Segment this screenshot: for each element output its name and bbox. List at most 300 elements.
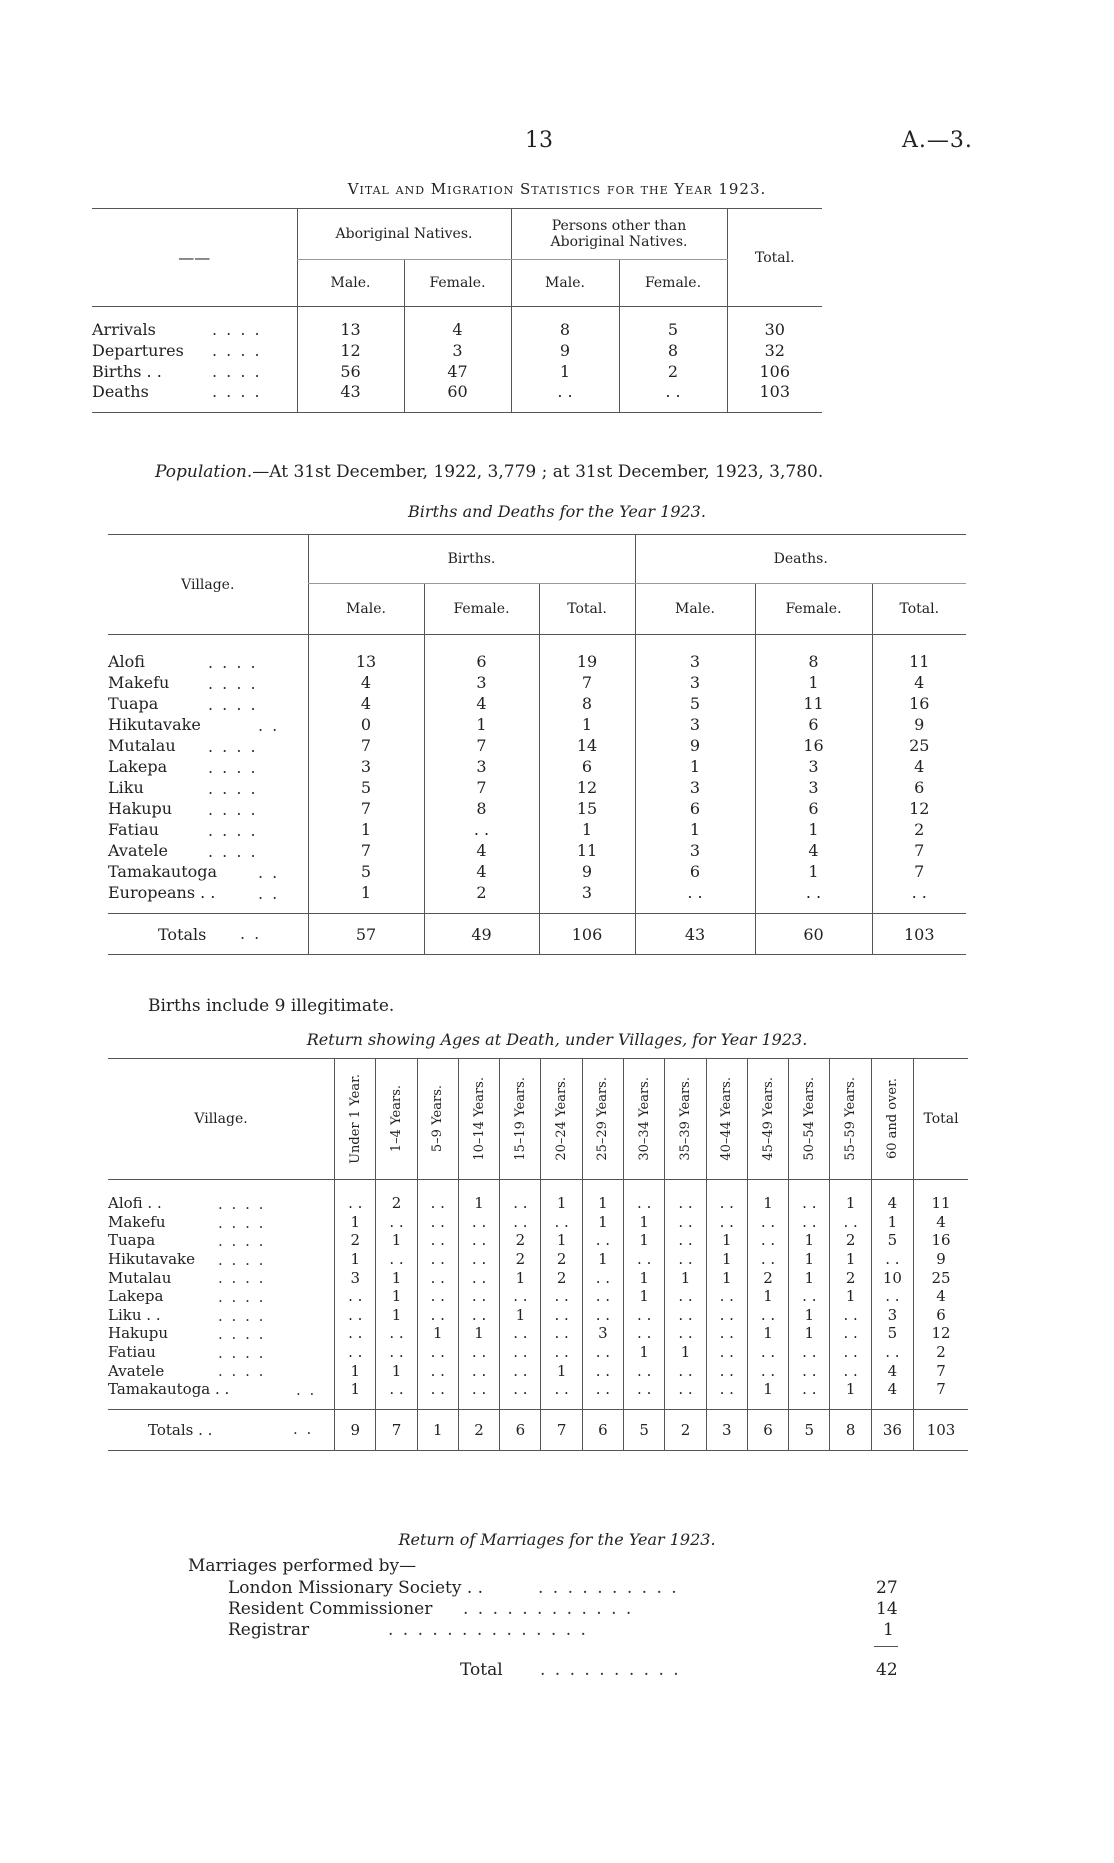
- table-cell: 1: [706, 1268, 747, 1287]
- table-cell: 6: [582, 1409, 623, 1450]
- table-cell: . .: [706, 1194, 747, 1213]
- table-cell: 25: [914, 1268, 968, 1287]
- table-cell: 1: [582, 1213, 623, 1232]
- ages-table: [108, 1058, 968, 1451]
- table-cell: . .: [747, 1231, 788, 1250]
- marriages-title: Return of Marriages for the Year 1923.: [398, 1530, 716, 1549]
- vital-other-male-header: Male.: [511, 260, 619, 307]
- table-cell: 1: [376, 1287, 417, 1306]
- totals-label: Totals . .: [148, 1420, 213, 1439]
- table-cell: 2: [830, 1231, 871, 1250]
- table-cell: 12: [872, 798, 966, 819]
- table-cell: 4: [308, 672, 424, 693]
- table-cell: 1: [635, 819, 755, 840]
- table-cell: 7: [308, 735, 424, 756]
- table-cell: . .: [789, 1194, 830, 1213]
- ages-total-header: Total: [914, 1059, 968, 1180]
- table-cell: . .: [417, 1361, 458, 1380]
- table-cell: 1: [417, 1324, 458, 1343]
- table-cell: 1: [830, 1250, 871, 1269]
- table-cell: 16: [755, 735, 872, 756]
- table-row: [108, 861, 966, 882]
- vital-cell: 5: [619, 319, 727, 340]
- table-cell: . .: [417, 1380, 458, 1399]
- leader-dots: . . . .: [208, 737, 258, 756]
- table-cell: 1: [789, 1306, 830, 1325]
- table-cell: . .: [624, 1250, 665, 1269]
- table-cell: . .: [789, 1380, 830, 1399]
- table-cell: 1: [500, 1306, 541, 1325]
- vital-cell: 8: [619, 340, 727, 361]
- village-name: Makefu: [108, 1212, 166, 1231]
- table-cell: . .: [635, 882, 755, 903]
- leader-dots: . .: [293, 1419, 314, 1438]
- table-cell: 4: [914, 1213, 968, 1232]
- village-name: Tamakautoga: [108, 862, 218, 881]
- table-cell: 1: [500, 1268, 541, 1287]
- table-cell: . .: [541, 1306, 582, 1325]
- table-cell: 6: [635, 861, 755, 882]
- table-cell: 9: [872, 714, 966, 735]
- table-cell: 1: [417, 1409, 458, 1450]
- table-cell: 1: [789, 1250, 830, 1269]
- village-name: Liku . .: [108, 1305, 161, 1324]
- table-row: [108, 1361, 968, 1380]
- table-cell: 1: [624, 1287, 665, 1306]
- table-cell: 16: [872, 693, 966, 714]
- table-cell: 1: [539, 819, 635, 840]
- table-cell: 1: [541, 1194, 582, 1213]
- table-cell: 1: [830, 1380, 871, 1399]
- table-row: [108, 819, 966, 840]
- table-row: [108, 1380, 968, 1399]
- births-deaths-table: [108, 534, 966, 955]
- table-cell: 1: [789, 1268, 830, 1287]
- table-cell: 2: [665, 1409, 706, 1450]
- village-name: Europeans . .: [108, 883, 216, 902]
- age-column-header: 45–49 Years.: [760, 1077, 776, 1161]
- table-cell: 1: [755, 819, 872, 840]
- vital-title: Vital and Migration Statistics for the Year 1923.: [347, 180, 767, 198]
- table-cell: . .: [706, 1361, 747, 1380]
- table-row: [108, 840, 966, 861]
- table-cell: . .: [335, 1287, 376, 1306]
- vital-group-aboriginal: Aboriginal Natives.: [297, 209, 511, 260]
- table-cell: 1: [747, 1194, 788, 1213]
- table-cell: . .: [706, 1380, 747, 1399]
- table-cell: . .: [582, 1306, 623, 1325]
- deaths-header: Deaths.: [635, 535, 966, 584]
- table-cell: 6: [424, 651, 539, 672]
- table-cell: 4: [755, 840, 872, 861]
- table-cell: 15: [539, 798, 635, 819]
- leader-dots: . . . . . . . . . . . .: [463, 1599, 634, 1619]
- table-cell: 11: [914, 1194, 968, 1213]
- vital-cell: 103: [727, 382, 822, 413]
- table-cell: 3: [635, 777, 755, 798]
- table-cell: 16: [914, 1231, 968, 1250]
- table-cell: 3: [635, 651, 755, 672]
- table-cell: 7: [541, 1409, 582, 1450]
- village-name: Lakepa: [108, 1287, 164, 1306]
- table-cell: 6: [747, 1409, 788, 1450]
- table-cell: . .: [458, 1287, 499, 1306]
- table-cell: 106: [539, 914, 635, 955]
- marriage-row: [228, 1620, 908, 1641]
- table-cell: . .: [624, 1324, 665, 1343]
- table-cell: . .: [747, 1361, 788, 1380]
- village-name: Avatele: [108, 1361, 165, 1380]
- leader-dots: . . . .: [218, 1250, 266, 1269]
- table-cell: . .: [747, 1343, 788, 1362]
- table-cell: 19: [539, 651, 635, 672]
- table-row: [108, 798, 966, 819]
- age-column-header: 60 and over.: [884, 1078, 900, 1160]
- table-cell: 7: [914, 1361, 968, 1380]
- table-cell: . .: [582, 1343, 623, 1362]
- page-reference: A.—3.: [902, 128, 973, 153]
- table-row: [108, 1231, 968, 1250]
- sum-rule: [874, 1646, 898, 1647]
- table-cell: 4: [914, 1287, 968, 1306]
- table-cell: 49: [424, 914, 539, 955]
- table-cell: . .: [665, 1380, 706, 1399]
- village-name: Hikutavake: [108, 715, 201, 734]
- table-cell: 2: [914, 1343, 968, 1362]
- table-row: [108, 1343, 968, 1362]
- table-cell: 3: [755, 777, 872, 798]
- population-line: [155, 462, 823, 482]
- leader-dots: . . . . . . . . . .: [540, 1660, 681, 1680]
- table-cell: 1: [755, 672, 872, 693]
- table-cell: . .: [830, 1213, 871, 1232]
- table-cell: 2: [500, 1250, 541, 1269]
- sub-header: Total.: [872, 584, 966, 635]
- vital-row: [92, 382, 822, 413]
- table-cell: . .: [871, 1343, 913, 1362]
- table-cell: . .: [665, 1194, 706, 1213]
- table-cell: 1: [376, 1231, 417, 1250]
- table-cell: 3: [308, 756, 424, 777]
- table-cell: 1: [376, 1306, 417, 1325]
- table-cell: 5: [308, 861, 424, 882]
- table-row: [108, 1213, 968, 1232]
- table-cell: 4: [871, 1194, 913, 1213]
- vital-cell: 4: [404, 319, 511, 340]
- table-cell: 8: [539, 693, 635, 714]
- vital-cell: 30: [727, 319, 822, 340]
- village-name: Alofi: [108, 652, 145, 671]
- table-cell: . .: [541, 1213, 582, 1232]
- leader-dots: . .: [296, 1380, 317, 1399]
- table-row: [108, 651, 966, 672]
- leader-dots: . .: [258, 884, 280, 903]
- table-cell: . .: [706, 1213, 747, 1232]
- table-cell: 0: [308, 714, 424, 735]
- table-cell: . .: [665, 1306, 706, 1325]
- vital-row: [92, 340, 822, 361]
- table-cell: . .: [458, 1250, 499, 1269]
- table-cell: . .: [458, 1231, 499, 1250]
- table-cell: 2: [458, 1409, 499, 1450]
- age-column-header: 40–44 Years.: [719, 1077, 735, 1161]
- village-name: Makefu: [108, 673, 170, 692]
- vital-cell: 47: [404, 361, 511, 382]
- table-cell: 1: [376, 1268, 417, 1287]
- leader-dots: . . . .: [218, 1287, 266, 1306]
- table-cell: 7: [872, 840, 966, 861]
- village-name: Hakupu: [108, 799, 173, 818]
- table-cell: 1: [582, 1194, 623, 1213]
- table-cell: . .: [665, 1231, 706, 1250]
- births-deaths-title: Births and Deaths for the Year 1923.: [408, 502, 706, 521]
- village-name: Tuapa: [108, 1231, 156, 1250]
- table-cell: 1: [624, 1268, 665, 1287]
- table-cell: 1: [706, 1231, 747, 1250]
- leader-dots: . . . .: [212, 320, 262, 339]
- table-cell: 1: [747, 1380, 788, 1399]
- vital-aboriginal-male-header: Male.: [297, 260, 404, 307]
- table-cell: . .: [665, 1287, 706, 1306]
- leader-dots: . . . .: [218, 1195, 266, 1213]
- table-cell: . .: [789, 1287, 830, 1306]
- table-cell: 6: [872, 777, 966, 798]
- leader-dots: . . . .: [218, 1325, 266, 1344]
- table-cell: 5: [308, 777, 424, 798]
- village-name: Mutalau: [108, 1268, 172, 1287]
- table-cell: . .: [335, 1194, 376, 1213]
- table-cell: 1: [755, 861, 872, 882]
- age-column-header: 5–9 Years.: [430, 1085, 446, 1153]
- table-row: [108, 1194, 968, 1213]
- vital-table: [92, 208, 822, 413]
- table-cell: . .: [582, 1268, 623, 1287]
- table-cell: . .: [747, 1250, 788, 1269]
- table-cell: 2: [747, 1268, 788, 1287]
- population-text: —At 31st December, 1922, 3,779 ; at 31st December, 1923, 3,780.: [252, 462, 824, 482]
- table-cell: 1: [830, 1194, 871, 1213]
- table-cell: 3: [335, 1268, 376, 1287]
- vital-row-label: Deaths: [92, 382, 149, 401]
- vital-row-label: Arrivals: [92, 320, 156, 339]
- table-cell: . .: [424, 819, 539, 840]
- sub-header: Female.: [755, 584, 872, 635]
- table-cell: 6: [635, 798, 755, 819]
- village-name: Avatele: [108, 841, 168, 860]
- marriage-row: [228, 1578, 908, 1599]
- table-cell: . .: [582, 1287, 623, 1306]
- table-cell: . .: [417, 1194, 458, 1213]
- vital-row: [92, 319, 822, 340]
- table-cell: 1: [747, 1324, 788, 1343]
- table-cell: 4: [871, 1380, 913, 1399]
- leader-dots: . . . .: [212, 362, 262, 381]
- table-cell: . .: [376, 1250, 417, 1269]
- table-cell: . .: [500, 1213, 541, 1232]
- table-cell: . .: [541, 1324, 582, 1343]
- table-cell: 5: [871, 1324, 913, 1343]
- table-cell: . .: [376, 1324, 417, 1343]
- table-cell: . .: [458, 1268, 499, 1287]
- leader-dots: . . . .: [208, 674, 258, 693]
- table-cell: . .: [582, 1361, 623, 1380]
- leader-dots: . . . .: [212, 341, 262, 360]
- table-cell: 36: [871, 1409, 913, 1450]
- village-name: Tamakautoga . .: [108, 1380, 230, 1399]
- table-cell: . .: [624, 1361, 665, 1380]
- table-cell: 1: [635, 756, 755, 777]
- table-cell: 14: [539, 735, 635, 756]
- table-cell: 7: [914, 1380, 968, 1399]
- leader-dots: . . . .: [208, 800, 258, 819]
- vital-cell: 60: [404, 382, 511, 413]
- table-cell: 1: [335, 1213, 376, 1232]
- table-cell: . .: [755, 882, 872, 903]
- age-column-header: 10–14 Years.: [471, 1077, 487, 1161]
- marriages-total-value: 42: [876, 1660, 898, 1680]
- table-cell: 2: [500, 1231, 541, 1250]
- age-column-header: 20–24 Years.: [554, 1077, 570, 1161]
- table-cell: 6: [755, 798, 872, 819]
- vital-cell: 8: [511, 319, 619, 340]
- village-name: Liku: [108, 778, 144, 797]
- table-cell: 1: [665, 1343, 706, 1362]
- table-cell: 13: [308, 651, 424, 672]
- table-cell: 2: [872, 819, 966, 840]
- table-row: [108, 714, 966, 735]
- age-column-header: Under 1 Year.: [347, 1074, 363, 1164]
- leader-dots: . .: [240, 924, 262, 943]
- age-column-header: 30–34 Years.: [636, 1077, 652, 1161]
- table-cell: . .: [665, 1250, 706, 1269]
- leader-dots: . . . .: [208, 779, 258, 798]
- table-cell: 4: [424, 693, 539, 714]
- vital-other-female-header: Female.: [619, 260, 727, 307]
- table-cell: . .: [789, 1361, 830, 1380]
- table-cell: . .: [417, 1287, 458, 1306]
- marriage-value: 14: [876, 1599, 898, 1619]
- table-cell: . .: [665, 1213, 706, 1232]
- table-cell: . .: [830, 1306, 871, 1325]
- table-cell: . .: [335, 1306, 376, 1325]
- table-cell: . .: [335, 1324, 376, 1343]
- totals-row: [108, 914, 966, 955]
- ages-title: Return showing Ages at Death, under Villages, for Year 1923.: [306, 1030, 808, 1049]
- vital-row: [92, 361, 822, 382]
- table-cell: . .: [376, 1380, 417, 1399]
- table-row: [108, 1306, 968, 1325]
- table-cell: . .: [417, 1231, 458, 1250]
- table-cell: 1: [458, 1324, 499, 1343]
- table-cell: 12: [914, 1324, 968, 1343]
- leader-dots: . . . .: [218, 1306, 266, 1325]
- table-cell: 1: [747, 1287, 788, 1306]
- leader-dots: . . . .: [218, 1362, 266, 1381]
- table-cell: 3: [424, 672, 539, 693]
- table-row: [108, 756, 966, 777]
- table-cell: 1: [541, 1231, 582, 1250]
- vital-cell: . .: [619, 382, 727, 413]
- table-cell: 2: [541, 1250, 582, 1269]
- vital-group-other: Persons other than Aboriginal Natives.: [511, 209, 727, 260]
- table-cell: 11: [539, 840, 635, 861]
- table-cell: 8: [424, 798, 539, 819]
- village-name: Hakupu: [108, 1324, 169, 1343]
- table-cell: 7: [308, 798, 424, 819]
- table-cell: . .: [830, 1361, 871, 1380]
- table-cell: 1: [624, 1231, 665, 1250]
- leader-dots: . . . .: [208, 695, 258, 714]
- table-cell: 7: [308, 840, 424, 861]
- vital-cell: . .: [511, 382, 619, 413]
- table-cell: . .: [500, 1380, 541, 1399]
- marriages-intro: Marriages performed by—: [188, 1556, 417, 1576]
- ages-body: [108, 1194, 968, 1450]
- table-cell: . .: [747, 1306, 788, 1325]
- table-cell: . .: [458, 1361, 499, 1380]
- births-deaths-body: [108, 651, 966, 955]
- table-cell: 7: [872, 861, 966, 882]
- table-cell: . .: [665, 1361, 706, 1380]
- table-cell: 3: [871, 1306, 913, 1325]
- table-cell: 1: [624, 1343, 665, 1362]
- table-cell: 9: [635, 735, 755, 756]
- table-cell: 3: [539, 882, 635, 903]
- table-cell: . .: [582, 1231, 623, 1250]
- vital-total-header: Total.: [727, 209, 822, 307]
- table-cell: 12: [539, 777, 635, 798]
- table-row: [108, 882, 966, 903]
- vital-cell: 9: [511, 340, 619, 361]
- table-cell: 3: [635, 840, 755, 861]
- table-cell: . .: [417, 1306, 458, 1325]
- births-header: Births.: [308, 535, 635, 584]
- table-cell: 4: [308, 693, 424, 714]
- table-cell: 2: [830, 1268, 871, 1287]
- table-cell: 1: [871, 1213, 913, 1232]
- table-cell: . .: [789, 1343, 830, 1362]
- table-cell: 4: [424, 840, 539, 861]
- table-cell: 103: [914, 1409, 968, 1450]
- leader-dots: . .: [258, 863, 280, 882]
- table-row: [108, 1324, 968, 1343]
- table-cell: . .: [500, 1324, 541, 1343]
- births-note: Births include 9 illegitimate.: [148, 996, 395, 1016]
- table-cell: 4: [872, 672, 966, 693]
- table-row: [108, 777, 966, 798]
- table-cell: . .: [376, 1343, 417, 1362]
- table-cell: . .: [624, 1194, 665, 1213]
- vital-aboriginal-female-header: Female.: [404, 260, 511, 307]
- table-cell: 11: [755, 693, 872, 714]
- table-cell: . .: [706, 1324, 747, 1343]
- sub-header: Male.: [635, 584, 755, 635]
- table-cell: 1: [335, 1250, 376, 1269]
- vital-cell: 1: [511, 361, 619, 382]
- page-number: 13: [525, 128, 553, 153]
- table-cell: . .: [830, 1324, 871, 1343]
- vital-blank-header: ——: [92, 209, 297, 307]
- vital-cell: 32: [727, 340, 822, 361]
- table-row: [108, 1268, 968, 1287]
- village-name: Lakepa: [108, 757, 168, 776]
- table-cell: 6: [914, 1306, 968, 1325]
- table-cell: 3: [755, 756, 872, 777]
- marriage-row: [228, 1599, 908, 1620]
- marriage-label: Registrar: [228, 1620, 310, 1640]
- table-cell: 8: [755, 651, 872, 672]
- table-row: [108, 735, 966, 756]
